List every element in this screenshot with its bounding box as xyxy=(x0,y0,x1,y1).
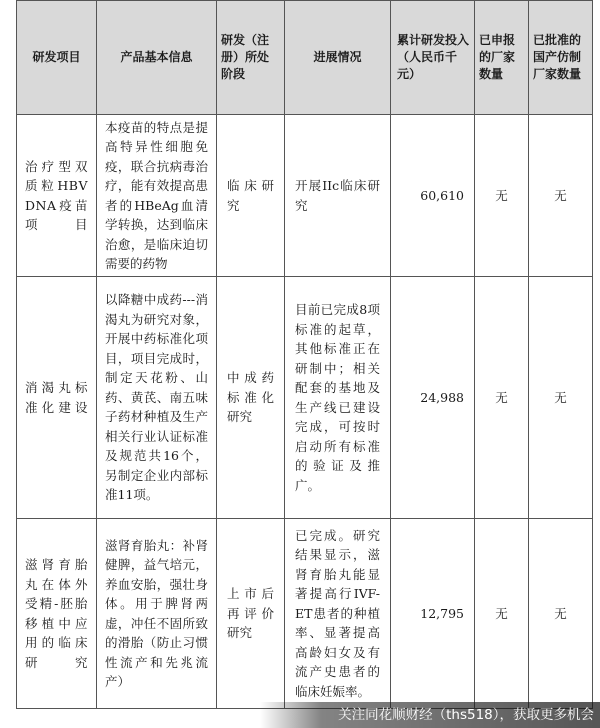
cell-project: 消渴丸标准化建设 xyxy=(17,277,97,519)
cell-info: 滋肾育胎丸：补肾健脾，益气培元，养血安胎，强壮身体。用于脾肾两虚，冲任不固所致的滑胎（防止习惯性流产和先兆流产） xyxy=(97,519,217,709)
header-investment: 累计研发投入（人民币千元） xyxy=(391,1,475,115)
cell-progress: 已完成。研究结果显示，滋肾育胎丸能显著提高行IVF-ET患者的种植率、显著提高高龄妇女及有流产史患者的临床妊娠率。 xyxy=(285,519,391,709)
table-row xyxy=(17,519,593,709)
cell-progress: 目前已完成8项标准的起草，其他标准正在研制中；相关配套的基地及生产线已建设完成，可按时启动所有标准的验证及推广。 xyxy=(285,277,391,519)
watermark-banner: 关注同花顺财经（ths518），获取更多机会 xyxy=(260,702,600,728)
cell-progress: 开展IIc临床研究 xyxy=(285,115,391,277)
header-stage: 研发（注册）所处阶段 xyxy=(217,1,285,115)
rd-projects-table xyxy=(16,0,593,709)
cell-investment: 12,795 xyxy=(391,519,475,709)
table-row xyxy=(17,115,593,277)
cell-approved: 无 xyxy=(529,277,593,519)
header-info: 产品基本信息 xyxy=(97,1,217,115)
header-progress: 进展情况 xyxy=(285,1,391,115)
cell-project: 治疗型双质粒HBV DNA疫苗项目 xyxy=(17,115,97,277)
cell-applied: 无 xyxy=(475,115,529,277)
cell-investment: 24,988 xyxy=(391,277,475,519)
header-applied: 已申报的厂家数量 xyxy=(475,1,529,115)
cell-applied: 无 xyxy=(475,519,529,709)
cell-approved: 无 xyxy=(529,115,593,277)
cell-investment: 60,610 xyxy=(391,115,475,277)
cell-info: 本疫苗的特点是提高特异性细胞免疫，联合抗病毒治疗，能有效提高患者的HBeAg血清学转换，达到临床治愈，是临床迫切需要的药物 xyxy=(97,115,217,277)
cell-info: 以降糖中成药---消渴丸为研究对象，开展中药标准化项目，项目完成时，制定天花粉、山药、黄芪、南五味子药材种植及生产相关行业认证标准及规范共16个，另制定企业内部标准11项。 xyxy=(97,277,217,519)
cell-stage: 中成药标准化研究 xyxy=(217,277,285,519)
cell-approved: 无 xyxy=(529,519,593,709)
table-header-row xyxy=(17,1,593,115)
cell-applied: 无 xyxy=(475,277,529,519)
cell-project: 滋肾育胎丸在体外受精-胚胎移植中应用的临床研究 xyxy=(17,519,97,709)
cell-stage: 临床研究 xyxy=(217,115,285,277)
header-approved: 已批准的国产仿制厂家数量 xyxy=(529,1,593,115)
header-project: 研发项目 xyxy=(17,1,97,115)
cell-stage: 上市后再评价研究 xyxy=(217,519,285,709)
table-row xyxy=(17,277,593,519)
